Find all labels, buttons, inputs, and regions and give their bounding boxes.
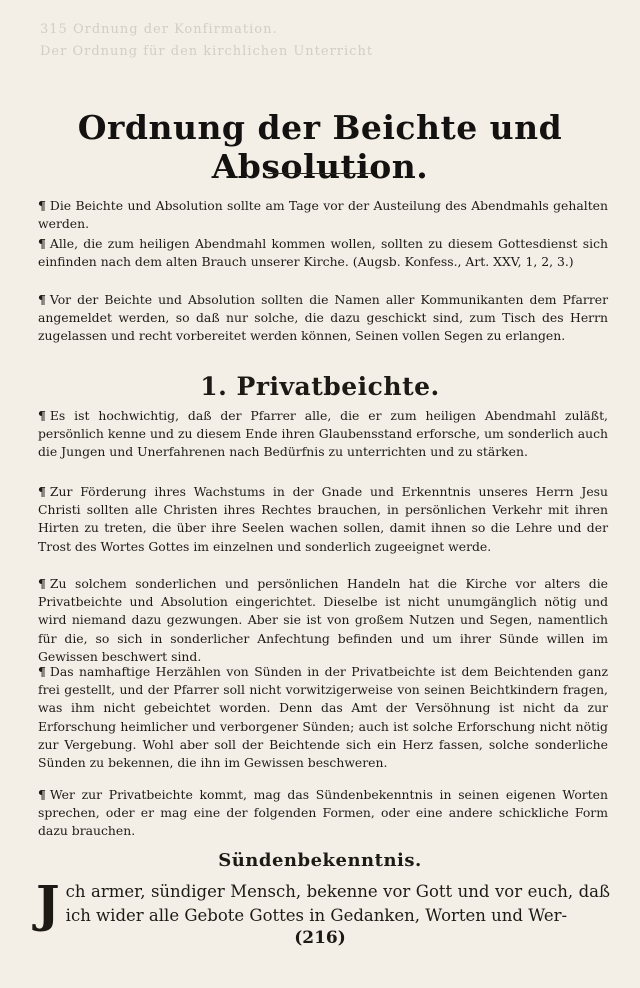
paragraph-text: Alle, die zum heiligen Abendmahl kommen wollen, sollten zu diesem Gottesdienst sich einfinden nach dem alten Brauch unserer Kirche. (Augsb. Konfess., Art. XXV, 1, 2, 3.) xyxy=(38,236,608,270)
paragraph-mark-icon: ¶ xyxy=(38,292,46,307)
confession-text xyxy=(36,874,610,933)
paragraph-mark-icon: ¶ xyxy=(38,408,46,423)
paragraph-mark-icon: ¶ xyxy=(38,576,46,591)
intro-paragraph-1 xyxy=(38,197,608,233)
section-paragraph-5 xyxy=(38,786,608,841)
section-paragraph-1 xyxy=(38,407,608,462)
paragraph-mark-icon: ¶ xyxy=(38,198,46,213)
page-number: (216) xyxy=(294,928,346,948)
section-paragraph-3 xyxy=(38,575,608,666)
paragraph-mark-icon: ¶ xyxy=(38,484,46,499)
page-title: Ordnung der Beichte und Absolution. xyxy=(77,108,563,186)
paragraph-text: Es ist hochwichtig, daß der Pfarrer alle, die er zum heiligen Abendmahl zuläßt, persönlich kenne und zu diesem Ende ihren Glaubensstand erforsche, um sonderlich auch die Jungen und Unerfahrenen nach Bedürfnis zu unterrichten und zu stärken. xyxy=(38,408,608,460)
bleed-through-text xyxy=(40,22,620,66)
paragraph-text: Zur Förderung ihres Wachstums in der Gnade und Erkenntnis unseres Herrn Jesu Christi sollten alle Christen ihres Rechtes brauchen, in persönlichen Verkehr mit ihren Hirten zu treten, die über ihre Seelen wachen sollen, damit ihnen so die Lehre und der Trost des Wortes Gottes im einzelnen und sonderlich zugeeignet werde. xyxy=(38,484,608,554)
section-paragraph-4 xyxy=(38,663,608,772)
paragraph-text: Zu solchem sonderlichen und persönlichen Handeln hat die Kirche vor alters die Privatbeichte und Absolution eingerichtet. Dieselbe ist nicht unumgänglich nötig und wird niemand dazu gezwungen. Aber sie ist von großem Nutzen und Segen, namentlich für die, so sich in sonderlicher Anfechtung befinden und um ihrer Sünde willen im Gewissen beschwert sind. xyxy=(38,576,608,664)
confession-body: ch armer, sündiger Mensch, bekenne vor Gott und vor euch, daß ich wider alle Gebote Gottes in Gedanken, Worten und Wer- xyxy=(65,882,610,925)
section-title: 1. Privatbeichte. xyxy=(200,372,440,401)
paragraph-text: Das namhaftige Herzählen von Sünden in der Privatbeichte ist dem Beichtenden ganz frei gestellt, und der Pfarrer soll nicht vorwitzigerweise von seinen Beichtkindern fragen, was ihm nicht gebeichtet worden. Denn das Amt der Versöhnung ist nicht da zur Erforschung heimlicher und verborgener Sünden; auch ist solche Erforschung nicht nötig zur Vergebung. Wohl aber soll der Beichtende sich ein Herz fassen, solche sonderliche Sünden zu bekennen, die ihn im Gewissen beschweren. xyxy=(38,664,608,771)
dropcap: J xyxy=(36,874,60,933)
bleed-line-2: Der Ordnung für den kirchlichen Unterricht xyxy=(40,44,374,59)
paragraph-text: Wer zur Privatbeichte kommt, mag das Sündenbekenntnis in seinen eigenen Worten sprechen, oder er mag eine der folgenden Formen, oder eine andere schickliche Form dazu brauchen. xyxy=(38,787,608,839)
confession-heading: Sündenbekenntnis. xyxy=(218,850,422,871)
paragraph-mark-icon: ¶ xyxy=(38,236,46,251)
section-paragraph-2 xyxy=(38,483,608,556)
intro-paragraph-2 xyxy=(38,235,608,271)
intro-paragraph-3 xyxy=(38,291,608,346)
title-divider xyxy=(268,173,372,174)
bleed-line-1: 315 Ordnung der Konfirmation. xyxy=(40,22,278,37)
paragraph-text: Vor der Beichte und Absolution sollten die Namen aller Kommunikanten dem Pfarrer angemeldet werden, so daß nur solche, die dazu geschickt sind, zum Tisch des Herrn zugelassen und recht vorbereitet werden können, Seinen vollen Segen zu erlangen. xyxy=(38,292,608,344)
paragraph-mark-icon: ¶ xyxy=(38,664,46,679)
paragraph-text: Die Beichte und Absolution sollte am Tage vor der Austeilung des Abendmahls gehalten werden. xyxy=(38,198,608,232)
paragraph-mark-icon: ¶ xyxy=(38,787,46,802)
